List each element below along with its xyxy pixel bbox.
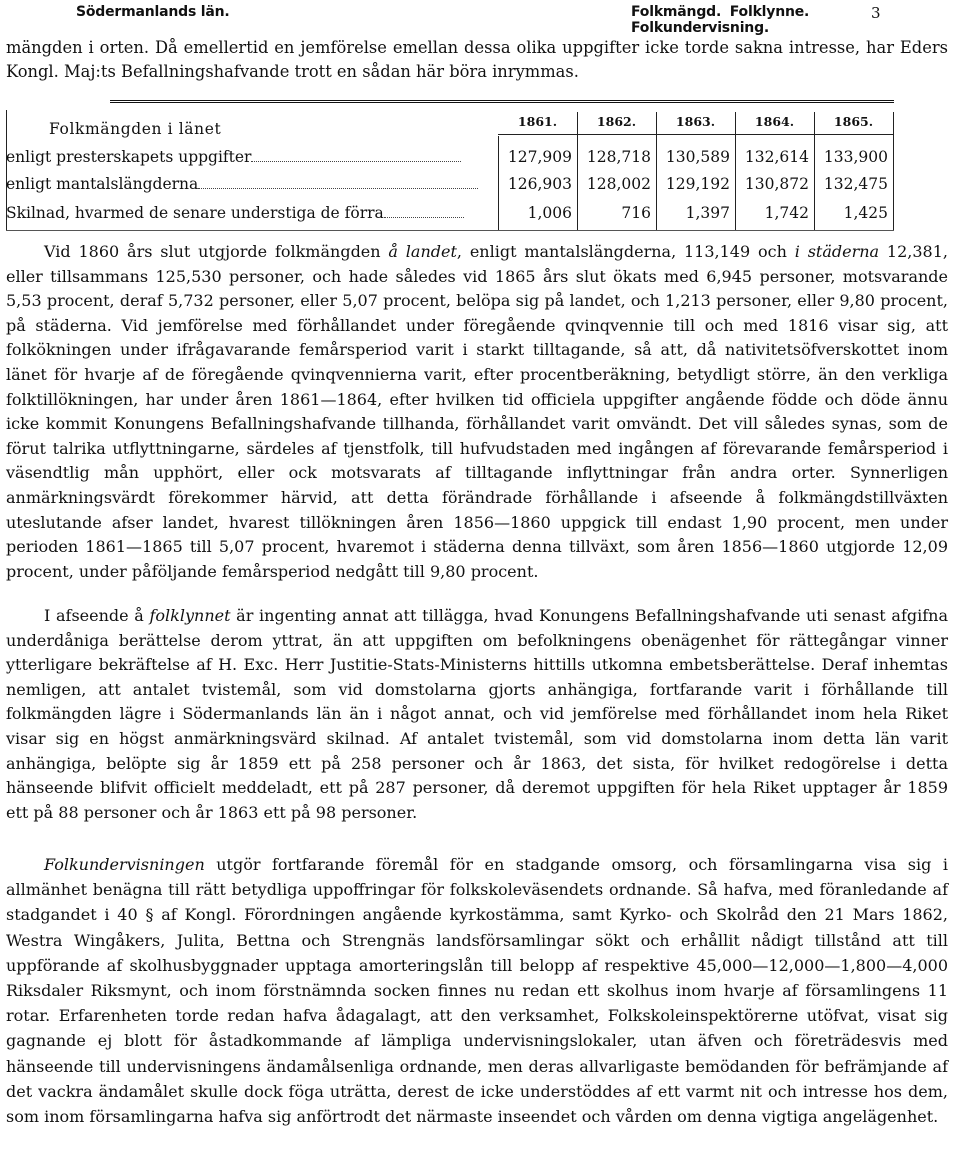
header-region: Södermanlands län. [76, 4, 230, 20]
year-1862: 1862. [596, 114, 637, 129]
row-label-presterskap: enligt presterskapets uppgifter [6, 148, 461, 166]
table-cell: 127,909 [507, 148, 572, 166]
table-cell: 130,872 [744, 175, 809, 193]
table-cell: 132,475 [823, 175, 888, 193]
table-divider [498, 136, 499, 230]
table-cell: 128,718 [586, 148, 651, 166]
paragraph-folkundervisning: Folkundervisningen utgör fortfarande föremål för en stadgande omsorg, och församlingarna visa sig i allmänhet benägna till rätt betydliga uppoffringar för folkskoleväsendets ordnande. Så hafva, med föranledande af stadgandet i 40 § af Kongl. Förordningen angående kyrkostämma, samt Kyrko- och Skolråd den 21 Mars 1862, Westra Wingåkers, Julita, Bettna och Strengnäs landsförsamlingar sökt och erhållit nådigt tillstånd att till uppförande af skolhusbyggnader upptaga amorteringslån till belopp af respektive 45,000—12,000—1,800—4,000 Riksdaler Riksmynt, och inom förstnämnda socken finnes nu redan ett skolhus inom hvarje af församlingens 11 rotar. Erfarenheten torde redan hafva ådagalagt, att den verksamhet, Folkskoleinspektörerne utöfvat, visat sig gagnande ej blott för åstadkommande af lämpliga undervisningslokaler, utan äfven och företrädesvis med hänseende till undervisningens ändamålsenliga ordnande, men deras allvarligaste bemödanden för befrämjande af det vackra ändamålet skulle dock föga uträtta, derest de icke understöddes af ett varmt nit och intresse hos dem, som inom församlingarna hafva sig anförtrodt det närmaste inseendet och vården om denna vigtiga angelägenhet. [6, 855, 948, 1127]
table-bottom-rule [6, 230, 894, 231]
table-cell: 133,900 [823, 148, 888, 166]
header-topics: Folkmängd. Folklynne. Folkundervisning. [631, 4, 810, 36]
paragraph-folklynne: I afseende å folklynnet är ingenting annat att tillägga, hvad Konungens Befallningshafvande uti senast afgifna underdåniga berättelse derom yttrat, än att uppgiften om befolkningens obenägenhet för rättegångar vinner ytterligare bekräftelse af H. Exc. Herr Justitie-Stats-Ministerns hittills utkomna embetsberättelse. Deraf inhemtas nemligen, att antalet tvistemål, som vid domstolarna gjorts anhängiga, fortfarande varit i förhållande till folkmängden lägre i Södermanlands län än i något annat, och vid jemförelse med förhållandet inom hela Riket visar sig en högst anmärkningsvärd skilnad. Af antalet tvistemål, som vid domstolarna inom detta län varit anhängiga, belöpte sig år 1859 ett på 258 personer och år 1863, det sista, för hvilket redogörelse i detta hänseende blifvit officielt meddeladt, ett på 287 personer, då deremot uppgiften för hela Riket upptager år 1859 ett på 88 personer och år 1863 ett på 98 personer. [6, 606, 948, 822]
table-cell: 1,425 [843, 204, 888, 222]
table-cell: 128,002 [586, 175, 651, 193]
population-table [6, 100, 948, 236]
table-cell: 132,614 [744, 148, 809, 166]
table-cell: 129,192 [665, 175, 730, 193]
page-number: 3 [871, 4, 881, 22]
table-divider [656, 112, 657, 230]
page-header [76, 4, 888, 36]
year-1865: 1865. [833, 114, 874, 129]
table-cell: 126,903 [507, 175, 572, 193]
year-1861: 1861. [517, 114, 558, 129]
intro-paragraph: mängden i orten. Då emellertid en jemförelse emellan dessa olika uppgifter icke torde sakna intresse, har Eders Kongl. Maj:ts Befallningshafvande trott en sådan här böra inrymmas. [6, 38, 948, 81]
table-top-rule [110, 100, 894, 103]
table-divider [814, 112, 815, 230]
row-label-skilnad: Skilnad, hvarmed de senare understiga de förra [6, 204, 464, 222]
year-1863: 1863. [675, 114, 716, 129]
year-1864: 1864. [754, 114, 795, 129]
table-title: Folkmängden i länet [49, 120, 222, 138]
table-cell: 1,397 [685, 204, 730, 222]
table-divider [735, 112, 736, 230]
row-label-mantal: enligt mantalslängderna [6, 175, 478, 193]
table-year-header [498, 112, 894, 135]
table-cell: 1,742 [764, 204, 809, 222]
paragraph-population: Vid 1860 års slut utgjorde folkmängden å landet, enligt mantalslängderna, 113,149 och i städerna 12,381, eller tillsammans 125,530 personer, och hade således vid 1865 års slut ökats med 6,945 personer, motsvarande 5,53 procent, deraf 5,732 personer, eller 5,07 procent, belöpa sig på landet, och 1,213 personer, eller 9,80 procent, på städerna. Vid jemförelse med förhållandet under föregående qvinqvennie till och med 1816 visar sig, att folkökningen under ifrågavarande femårsperiod varit i starkt tilltagande, så att, då nativitetsöfverskottet inom länet för hvarje af de föregående qvinqvennierna varit, efter procentberäkning, betydligt större, än den verkliga folktillökningen, har under åren 1861—1864, efter hvilken tid officiela uppgifter angående födde och döde ännu icke kommit Konungens Befallningshafvande tillhanda, förhållandet varit omvändt. Det vill således synas, som de förut talrika utflyttningarne, särdeles af tjenstfolk, till hufvudstaden med ingången af förevarande femårsperiod i väsendtlig mån upphört, eller ock motsvarats af tilltagande inflyttningar från andra orter. Synnerligen anmärkningsvärdt förekommer härvid, att detta förändrade förhållande i afseende å folkmängdstillväxten uteslutande afser landet, hvarest tillökningen åren 1856—1860 uppgick till endast 1,90 procent, men under perioden 1861—1865 till 5,07 procent, hvaremot i städerna denna tillväxt, som åren 1856—1860 utgjorde 12,09 procent, under påföljande femårsperiod nedgått till 9,80 procent. [6, 242, 949, 581]
table-cell: 716 [621, 204, 651, 222]
table-right-border [893, 112, 894, 230]
table-cell: 130,589 [665, 148, 730, 166]
table-divider [577, 112, 578, 230]
table-cell: 1,006 [527, 204, 572, 222]
